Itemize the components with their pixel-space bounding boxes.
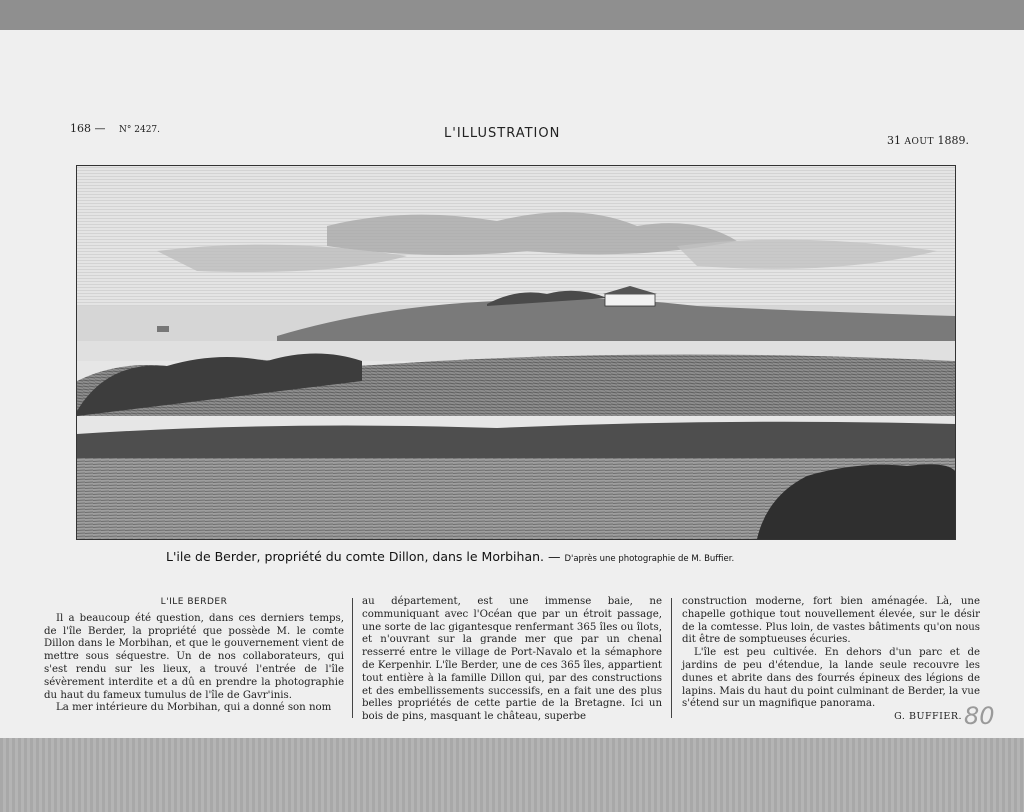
engraving-drawing xyxy=(77,166,955,539)
caption-credit: D'après une photographie de M. Buffier. xyxy=(564,554,735,564)
date-month: AOUT xyxy=(904,137,934,147)
article-paragraph: Il a beaucoup été question, dans ces derniers temps, de l'île Berder, la propriété que possède M. le comte Dillon dans le Morbihan, et que le gouvernement vient de mettre sous séquestre. Un de nos collaborateurs, qui s'est rendu sur les lieux, a trouvé l'entrée de l'île sévèrement interdite et a dû en prendre la photographie du haut du fameux tumulus de l'île de Gavr'inis. xyxy=(44,612,344,701)
article-column-1 xyxy=(44,596,344,715)
column-divider xyxy=(671,598,672,718)
article-paragraph: L'île est peu cultivée. En dehors d'un parc et de jardins de peu d'étendue, la lande seule recouvre les dunes et abrite dans des fourrés épineux des légions de lapins. Mais du haut du point culminant de Berder, la vue s'étend sur un magnifique panorama. xyxy=(682,647,980,710)
caption-title: L'ile de Berder, propriété du comte Dillon, dans le Morbihan. — xyxy=(166,549,561,564)
page-number: 168 xyxy=(70,122,91,135)
issue-date xyxy=(887,134,969,147)
article-paragraph: La mer intérieure du Morbihan, qui a donné son nom xyxy=(56,702,332,714)
magazine-page xyxy=(0,30,1024,740)
article-title: L'ILE BERDER xyxy=(160,597,228,607)
header-dash: — xyxy=(94,122,106,135)
date-day: 31 xyxy=(887,134,901,147)
engraving-caption xyxy=(166,549,734,564)
scan-border-top xyxy=(0,0,1024,30)
article-paragraph: au département, est une immense baie, ne communiquant avec l'Océan que par un étroit passage, une sorte de lac gigantesque renfermant 365 îles ou îlots, et n'ouvrant sur la grande mer que par un chenal resserré entre le village de Port-Navalo et la sémaphore de Kerpenhir. L'île Berder, une de ces 365 îles, appartient tout entière à la famille Dillon qui, par des constructions et des embellissements successifs, en a fait une des plus belles propriétés de cette partie de la Bretagne. Ici un bois de pins, masquant le château, superbe xyxy=(362,596,662,723)
publication-title: L'ILLUSTRATION xyxy=(444,126,561,141)
landscape-engraving xyxy=(76,165,956,540)
issue-number: N° 2427. xyxy=(119,125,161,135)
article-paragraph: construction moderne, fort bien aménagée. Là, une chapelle gothique tout nouvellement élevée, sur le désir de la comtesse. Plus loin, de vastes bâtiments qu'on nous dit être de somptueuses écuries. xyxy=(682,596,980,646)
article-column-3 xyxy=(682,596,980,724)
page-number-block xyxy=(70,122,160,135)
column-divider xyxy=(352,598,353,718)
pencil-annotation: 80 xyxy=(964,702,995,730)
article-column-2 xyxy=(362,596,662,724)
scan-border-bottom xyxy=(0,738,1024,812)
author-signature: G. BUFFIER. xyxy=(894,711,962,723)
date-year: 1889. xyxy=(937,134,969,147)
